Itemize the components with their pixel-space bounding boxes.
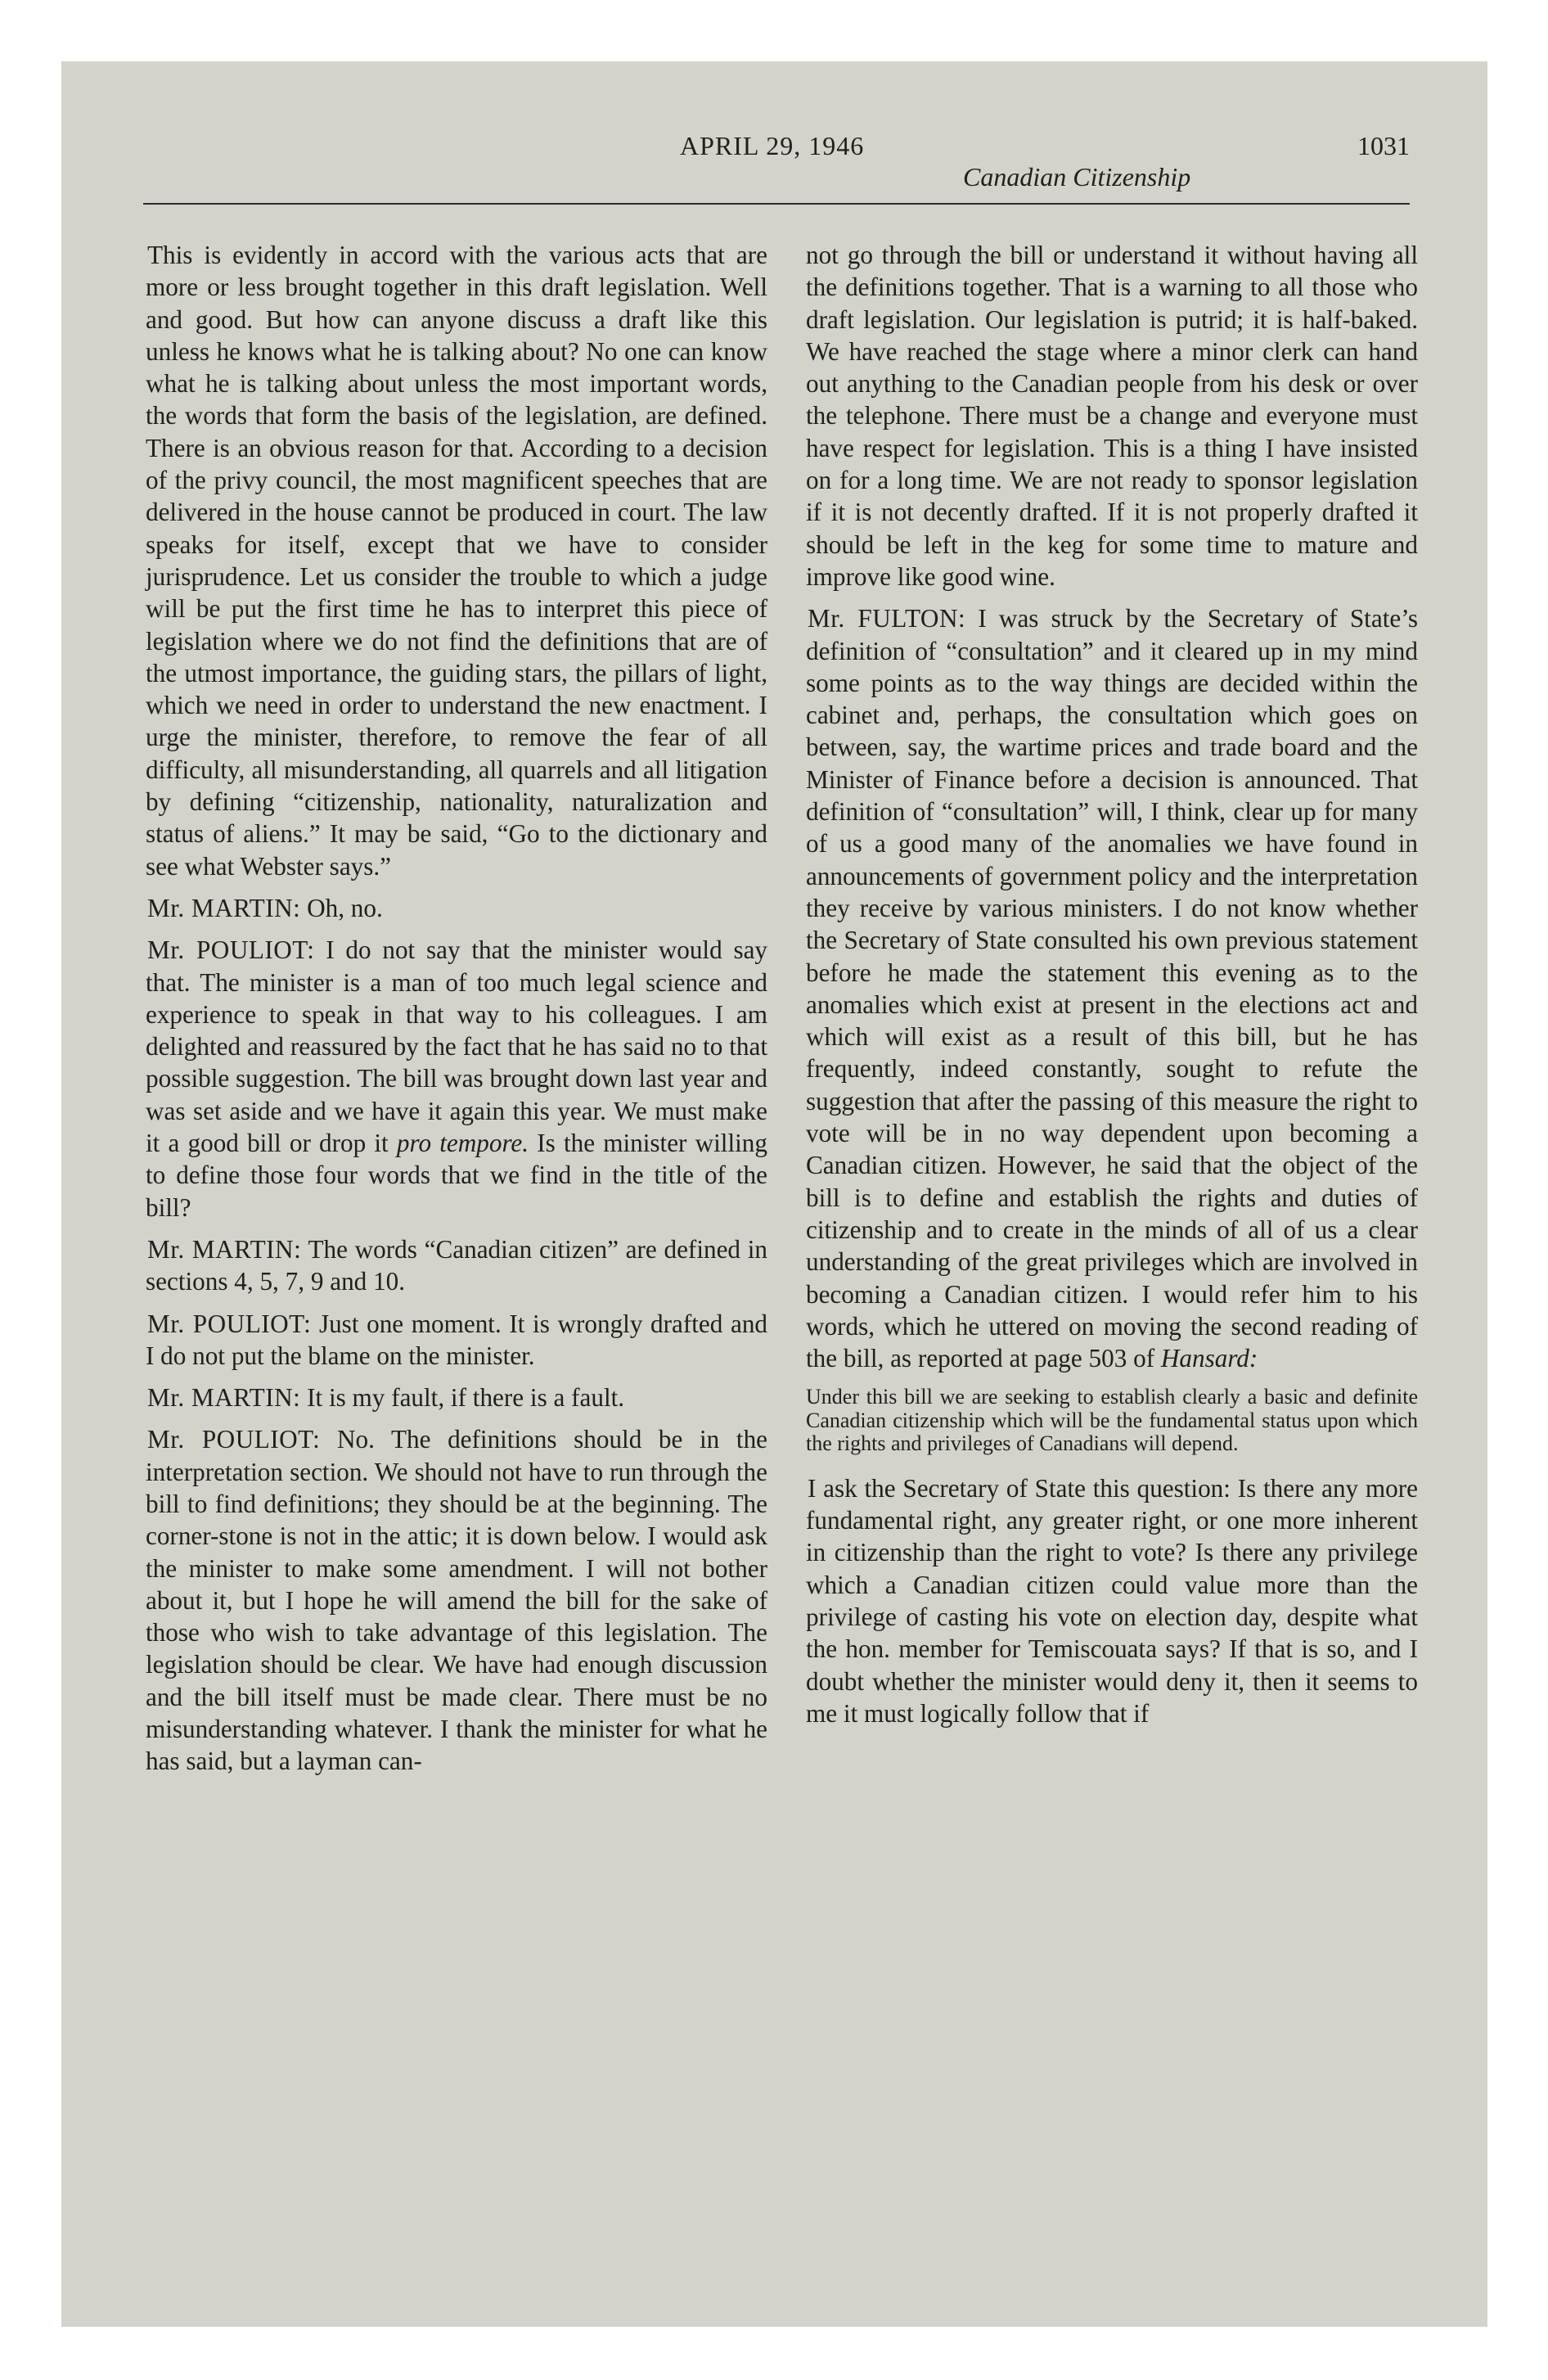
speech-text: Oh, no. xyxy=(307,893,383,922)
speaker-name: Mr. POULIOT: xyxy=(147,1425,321,1454)
block-quote: Under this bill we are seeking to establish clearly a basic and definite Canadian citizenship which will be the fundamental status upon which the rights and privileges of Canadians will depend. xyxy=(806,1385,1418,1456)
speech-martin-3 xyxy=(146,1382,767,1413)
speech-martin-1 xyxy=(146,892,767,924)
paragraph: I ask the Secretary of State this question: Is there any more fundamental right, any greater right, or one more inherent in citizenship than the right to vote? Is there any privilege which a Canadian citizen could value more than the privilege of casting his vote on election day, despite what the hon. member for Temiscouata says? If that is so, and I doubt whether the minister would deny it, then it seems to me it must logically follow that if xyxy=(806,1473,1418,1728)
speech-pouliot-3 xyxy=(146,1423,767,1777)
speaker-name: Mr. FULTON: xyxy=(808,604,966,633)
page-header xyxy=(150,131,1410,196)
latin-phrase: pro tempore. xyxy=(396,1129,529,1158)
header-title: Canadian Citizenship xyxy=(963,162,1191,192)
publication-name: Hansard: xyxy=(1160,1344,1258,1373)
speech-fulton-1 xyxy=(806,602,1418,1374)
right-column xyxy=(806,239,1418,1739)
speaker-name: Mr. MARTIN: xyxy=(147,1383,301,1413)
page-number: 1031 xyxy=(1357,131,1410,160)
header-rule xyxy=(143,203,1410,205)
speech-text: Is the minister willing to define those four words that we find in the title of the bill? xyxy=(146,1129,767,1222)
paragraph-continued: not go through the bill or understand it without having all the definitions together. That is a warning to all those who draft legislation. Our legislation is putrid; it is half-baked. We have reached the stage where a minor clerk can hand out anything to the Canadian people from his desk or over the telephone. There must be a change and everyone must have respect for legislation. This is a thing I have insisted on for a long time. We are not ready to sponsor legislation if it is not decently drafted. If it is not properly drafted it should be left in the keg for some time to mature and improve like good wine. xyxy=(806,241,1418,591)
header-date: APRIL 29, 1946 xyxy=(680,131,865,160)
speaker-name: Mr. POULIOT: xyxy=(147,935,315,965)
paragraph: This is evidently in accord with the various acts that are more or less brought together in this draft legislation. Well and good. But how can anyone discuss a draft like this unless he knows what he is talking about? No one can know what he is talking about unless the most important words, the words that form the basis of the legislation, are defined. There is an obvious reason for that. According to a decision of the privy council, the most magnificent speeches that are delivered in the house cannot be produced in court. The law speaks for itself, except that we have to consider jurisprudence. Let us consider the trouble to which a judge will be put the first time he has to interpret this piece of legislation where we do not find the definitions that are of the utmost importance, the guiding stars, the pillars of light, which we need in order to understand the new enactment. I urge the minister, therefore, to remove the fear of all difficulty, all misunderstanding, all quarrels and all litigation by defining “citizenship, nationality, naturalization and status of aliens.” It may be said, “Go to the dictionary and see what Webster says.” xyxy=(146,241,767,881)
speaker-name: Mr. MARTIN: xyxy=(147,893,301,922)
speech-pouliot-1 xyxy=(146,934,767,1224)
speech-text: I do not say that the minister would say that. The minister is a man of too much legal science and experience to speak in that way to his colleagues. I am delighted and reassured by the fact that he has said no to that possible suggestion. The bill was brought down last year and was set aside and we have it again this year. We must make it a good bill or drop it xyxy=(146,935,768,1158)
speech-text: It is my fault, if there is a fault. xyxy=(307,1383,625,1413)
speech-text: Just one moment. It is wrongly drafted and I do not put the blame on the minister. xyxy=(146,1309,768,1370)
speech-pouliot-2 xyxy=(146,1308,767,1373)
left-column xyxy=(146,239,767,1787)
speaker-name: Mr. MARTIN: xyxy=(147,1234,302,1264)
speech-text: No. The definitions should be in the interpretation section. We should not have to run through the bill to find definitions; they should be at the beginning. The corner-stone is not in the attic; it is down below. I would ask the minister to make some amendment. I will not bother about it, but I hope he will amend the bill for the sake of those who wish to take advantage of this legislation. The legislation should be clear. We have had enough discussion and the bill itself must be made clear. There must be no misunderstanding whatever. I thank the minister for what he has said, but a layman can- xyxy=(146,1425,768,1776)
speech-martin-2 xyxy=(146,1233,767,1298)
speech-text: The words “Canadian citizen” are defined in sections 4, 5, 7, 9 and 10. xyxy=(146,1234,768,1296)
speaker-name: Mr. POULIOT: xyxy=(147,1309,312,1338)
speech-text: I was struck by the Secretary of State’s definition of “consultation” and it cleared up in my mind some points as to the way things are decided within the cabinet and, perhaps, the consultation which goes on between, say, the wartime prices and trade board and the Minister of Finance before a decision is announced. That definition of “consultation” will, I think, clear up for many of us a good many of the anomalies we have found in announcements of government policy and the interpretation they receive by various ministers. I do not know whether the Secretary of State consulted his own previous statement before he made the statement this evening as to the anomalies which exist at present in the elections act and which will exist as a result of this bill, but he has frequently, indeed constantly, sought to refute the suggestion that after the passing of this measure the right to vote will be in no way dependent upon becoming a Canadian citizen. However, he said that the object of the bill is to define and establish the rights and duties of citizenship and to create in the minds of all of us a clear understanding of the great privileges which are involved in becoming a Canadian citizen. I would refer him to his words, which he uttered on moving the second reading of the bill, as reported at page 503 of xyxy=(806,604,1418,1373)
